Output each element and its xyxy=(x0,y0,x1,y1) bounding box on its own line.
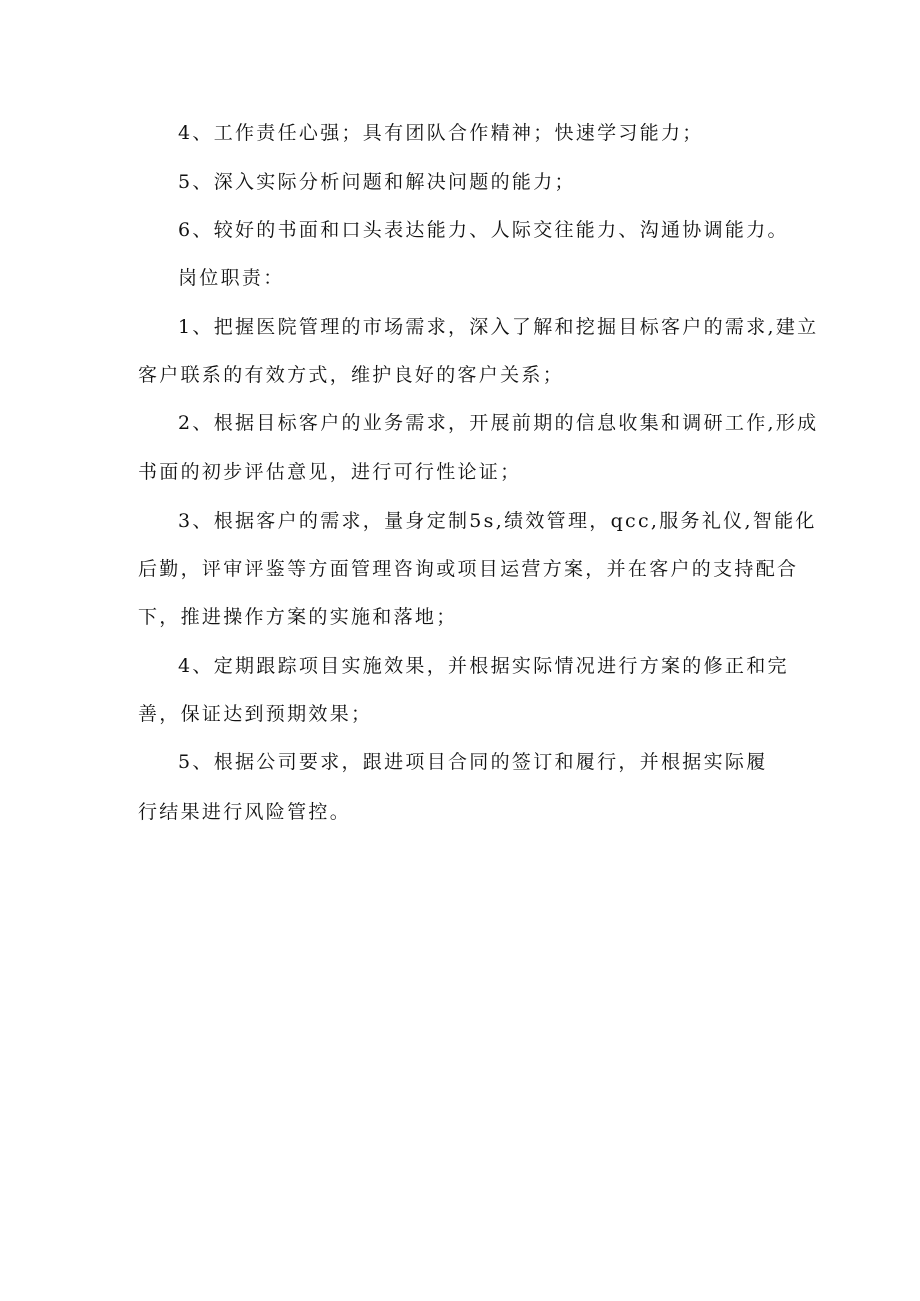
duty-3-line-2: 后勤，评审评鉴等方面管理咨询或项目运营方案，并在客户的支持配合 xyxy=(138,558,799,580)
duty-3-line-1: 3、根据客户的需求，量身定制5s,绩效管理，qcc,服务礼仪,智能化 xyxy=(178,510,817,532)
duty-4-line-1: 4、定期跟踪项目实施效果，并根据实际情况进行方案的修正和完 xyxy=(178,655,789,677)
section-heading-duties: 岗位职责： xyxy=(178,267,285,289)
requirement-4: 4、工作责任心强；具有团队合作精神；快速学习能力； xyxy=(178,122,704,144)
duty-2-line-1: 2、根据目标客户的业务需求，开展前期的信息收集和调研工作,形成 xyxy=(178,412,819,434)
requirement-6: 6、较好的书面和口头表达能力、人际交往能力、沟通协调能力。 xyxy=(178,219,789,241)
requirement-5: 5、深入实际分析问题和解决问题的能力； xyxy=(178,171,576,193)
duty-2-line-2: 书面的初步评估意见，进行可行性论证； xyxy=(138,461,522,483)
duty-3-line-3: 下，推进操作方案的实施和落地； xyxy=(138,606,458,628)
duty-1-line-1: 1、把握医院管理的市场需求，深入了解和挖掘目标客户的需求,建立 xyxy=(178,316,819,338)
duty-4-line-2: 善，保证达到预期效果； xyxy=(138,703,373,725)
duty-1-line-2: 客户联系的有效方式，维护良好的客户关系； xyxy=(138,364,565,386)
duty-5-line-1: 5、根据公司要求，跟进项目合同的签订和履行，并根据实际履 xyxy=(178,751,768,773)
duty-5-line-2: 行结果进行风险管控。 xyxy=(138,801,352,823)
